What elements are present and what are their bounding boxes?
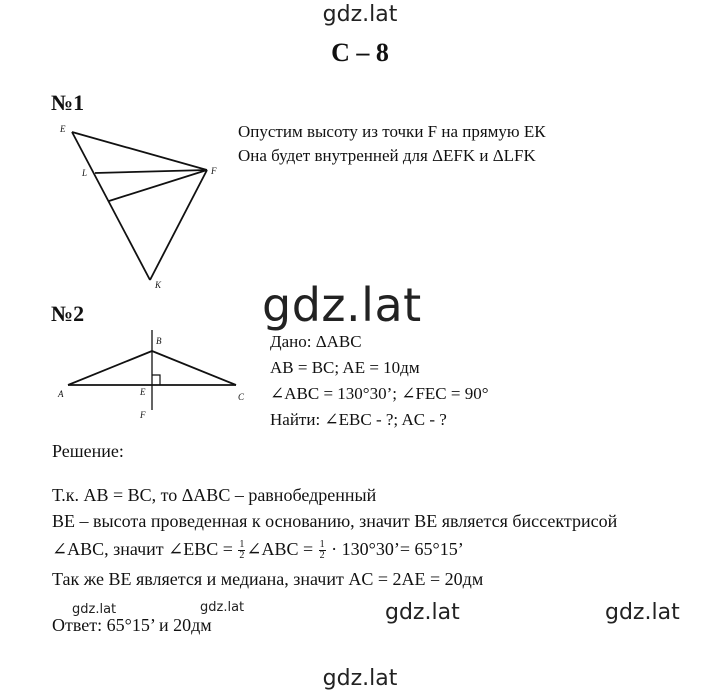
solution-line-3 (52, 536, 464, 562)
task1-figure (56, 122, 226, 292)
solution-line-2: BE – высота проведенная к основанию, значит BE является биссектрисой (52, 511, 618, 531)
task2-number: №2 (51, 301, 85, 326)
fraction-denominator-2: 2 (319, 550, 325, 562)
task1-label-f: F (211, 166, 217, 176)
task1-label-e: E (60, 124, 66, 134)
task1-label-k: K (155, 280, 162, 290)
solution-line-3c: · 130°30’= 65°15’ (326, 539, 464, 559)
fraction-numerator-2: 1 (319, 539, 325, 551)
watermark-answer-small-1: gdz.lat (72, 602, 117, 617)
task2-given-2: AB = BC; AE = 10дм (270, 358, 420, 377)
solution-line-1: Т.к. AB = BC, то ΔABC – равнобедренный (52, 485, 377, 505)
fraction-half (238, 540, 245, 561)
watermark-center: gdz.lat (262, 278, 422, 332)
solution-heading: Решение: (52, 441, 124, 461)
solution-line-3b: ∠ABC = (246, 539, 318, 559)
task2-label-b: B (156, 336, 162, 346)
fraction-numerator: 1 (239, 539, 245, 551)
task2-given-4: Найти: ∠EBC - ?; AC - ? (270, 410, 447, 429)
task2-given-3: ∠ABC = 130°30’; ∠FEC = 90° (270, 384, 489, 403)
task1-line-1: Опустим высоту из точки F на прямую ЕК (238, 122, 546, 141)
task2-label-e: E (140, 387, 146, 397)
task1-label-l: L (82, 168, 88, 178)
solution-line-4: Так же BE является и медиана, значит AC = 2AE = 20дм (52, 569, 484, 589)
fraction-denominator: 2 (239, 550, 245, 562)
task2-given-1: Дано: ΔABC (270, 332, 362, 351)
task2-label-a: A (58, 389, 64, 399)
watermark-answer-mid-1: gdz.lat (385, 600, 460, 625)
solution-line-3a: ∠ABC, значит ∠EBC = (52, 539, 238, 559)
watermark-answer-small-2: gdz.lat (200, 600, 245, 615)
watermark-answer-mid-2: gdz.lat (605, 600, 680, 625)
task2-label-f: F (140, 410, 146, 420)
task1-line-2: Она будет внутренней для ΔEFK и ΔLFK (238, 146, 536, 165)
watermark-bottom: gdz.lat (322, 666, 398, 691)
task2-label-c: C (238, 392, 245, 402)
task1-number: №1 (51, 90, 85, 115)
task2-figure (52, 322, 252, 427)
answer-line: Ответ: 65°15’ и 20дм (52, 615, 212, 635)
watermark-top: gdz.lat (322, 2, 398, 27)
page-title: С – 8 (331, 38, 389, 67)
fraction-half-2 (319, 540, 326, 561)
